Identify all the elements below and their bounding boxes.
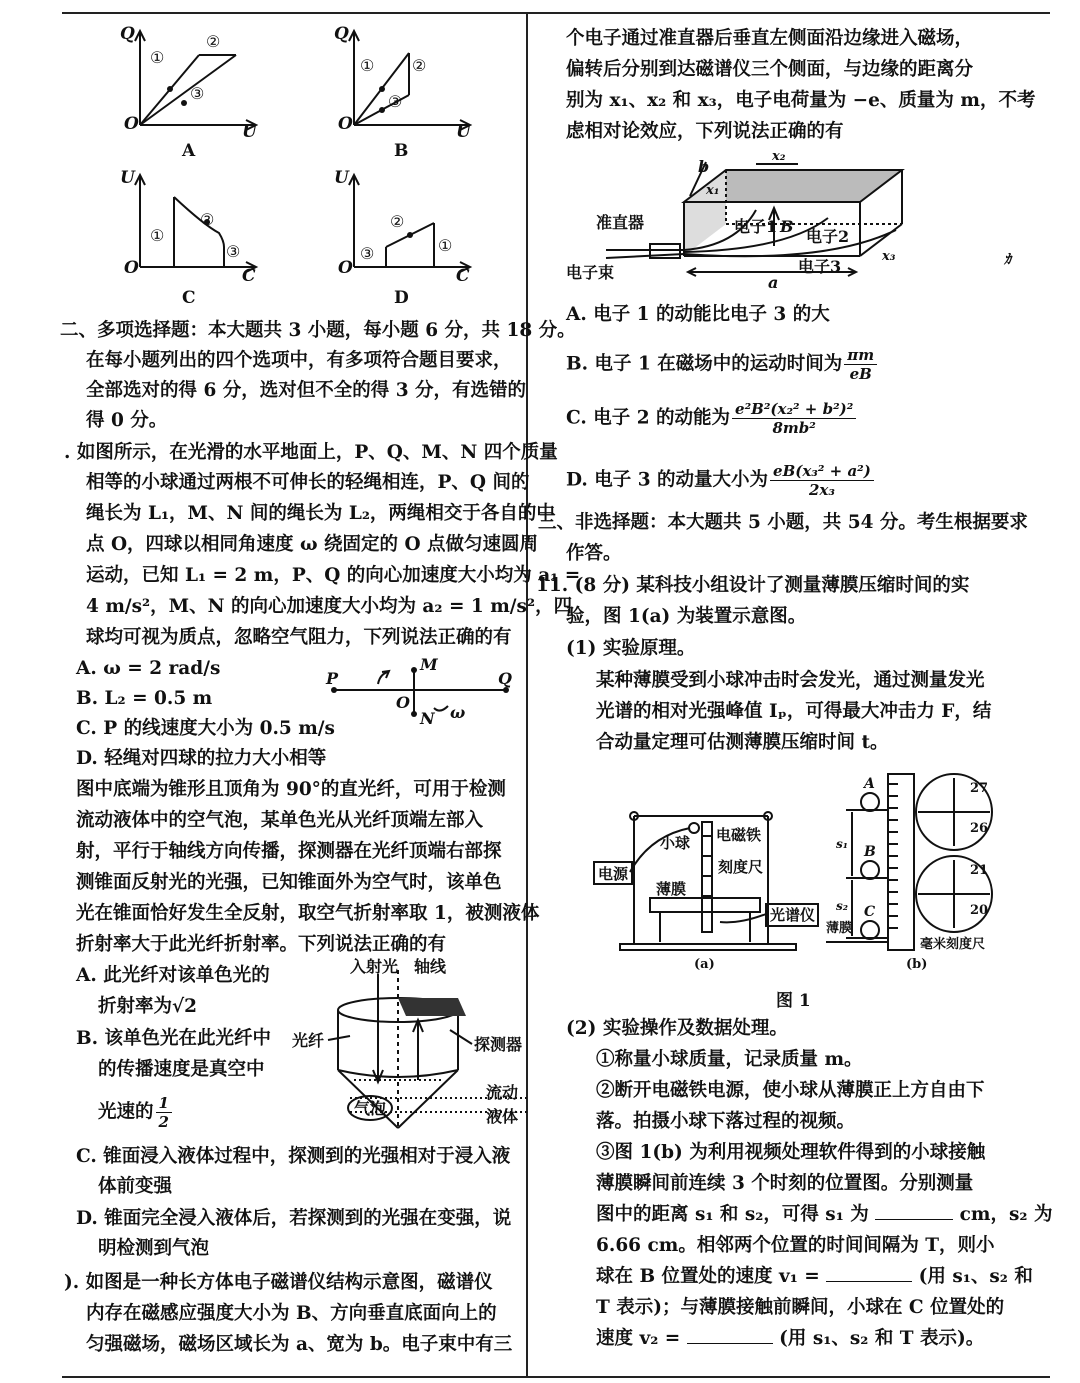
- q9-option-b-3-text: 光速的: [98, 1101, 154, 1123]
- graph-b: [349, 31, 470, 130]
- q11-fig-a-film: 薄膜: [656, 880, 687, 898]
- graph-b-curve-3: ③: [388, 92, 403, 111]
- q9-option-b-fraction: [156, 1094, 172, 1131]
- q8-line-2: 相等的小球通过两根不可伸长的轻绳相连，P、Q 间的: [86, 472, 530, 493]
- q11-fig-b-s1: s₁: [836, 837, 849, 851]
- q8-fig-omega: ω: [450, 703, 466, 722]
- q8-line-6: 4 m/s²，M、N 的向心加速度大小均为 a₂ = 1 m/s²，四: [86, 596, 573, 617]
- q11-fig-b-b: B: [864, 844, 876, 860]
- section2-line-3: 全部选对的得 6 分，选对但不全的得 3 分，有选错的: [86, 380, 527, 401]
- q11-part1-line-1: 某种薄膜受到小球冲击时会发光，通过测量发光: [596, 670, 985, 691]
- q10-fig-a-label: a: [768, 273, 779, 292]
- q10-right-line-2: 偏转后分别到达磁谱仪三个侧面，与边缘的距离分: [566, 59, 974, 80]
- q11-blank1-line: [596, 1200, 1052, 1230]
- graph-c-curve-1: ①: [150, 226, 165, 245]
- q11-blank2-input[interactable]: [826, 1263, 912, 1282]
- q9-option-a-1: A. 此光纤对该单色光的: [76, 965, 270, 986]
- graph-d-curve-2: ②: [390, 212, 405, 231]
- graph-c-origin: O: [124, 258, 139, 278]
- graph-a-curve-3: ③: [190, 84, 205, 103]
- q11-blank1-suffix: cm，s₂ 为: [959, 1204, 1053, 1225]
- q11-figure-caption: 图 1: [776, 991, 811, 1011]
- graph-c-caption: C: [182, 288, 196, 308]
- column-divider: [526, 12, 528, 1378]
- q8-fig-o: O: [396, 693, 410, 712]
- q10-right-line-3: 别为 x₁、x₂ 和 x₃，电子电荷量为 −e、质量为 m，不考: [566, 90, 1036, 111]
- q10-fig-x2-label: x₂: [772, 149, 786, 164]
- q11-fig-b-tick-27: 27: [970, 781, 989, 796]
- graph-d-caption: D: [394, 288, 409, 308]
- q11-part2-line-1: ①称量小球质量，记录质量 m。: [596, 1049, 863, 1070]
- q9-line-3: 射，平行于轴线方向传播，探测器在光纤顶端右部探: [76, 841, 502, 862]
- graph-d-origin: O: [338, 258, 353, 278]
- q9-option-c-1: C. 锥面浸入液体过程中，探测到的光强相对于浸入液: [76, 1146, 511, 1167]
- graph-b-origin: O: [338, 114, 353, 134]
- q11-line-b: 6.66 cm。相邻两个位置的时间间隔为 T，则小: [596, 1235, 995, 1256]
- graph-a: [135, 31, 256, 130]
- q9-option-d-1: D. 锥面完全浸入液体后，若探测到的光强在变强，说: [76, 1208, 512, 1229]
- q8-option-a: A. ω = 2 rad/s: [76, 658, 221, 679]
- q9-fig-incident-label: 入射光: [350, 957, 399, 976]
- q11-fig-a-magnet: 电磁铁: [716, 826, 762, 844]
- q10-option-a: A. 电子 1 的动能比电子 3 的大: [566, 304, 830, 325]
- q9-option-b-3: [98, 1094, 172, 1131]
- q11-fig-b-tick-26: 26: [970, 821, 989, 836]
- q11-blank3-line: [596, 1324, 984, 1354]
- q9-fig-liquid-label-2: 液体: [486, 1107, 519, 1126]
- graph-b-curve-1: ①: [360, 56, 375, 75]
- graph-a-curve-1: ①: [150, 48, 165, 67]
- q11-blank1-input[interactable]: [875, 1201, 953, 1220]
- q10-option-c-text: C. 电子 2 的动能为: [566, 407, 731, 429]
- q11-fig-b-tick-21: 21: [970, 863, 989, 878]
- q9-option-a-2: 折射率为√2: [98, 996, 198, 1017]
- graph-d-curve-3: ③: [360, 244, 375, 263]
- section2-line-2: 在每小题列出的四个选项中，有多项符合题目要求，: [86, 350, 512, 371]
- q10-fig-margin-mark: ｶ: [1004, 252, 1011, 268]
- section2-line-1: 二、多项选择题：本大题共 3 小题，每小题 6 分，共 18 分。: [60, 320, 576, 341]
- q10-option-b-text: B. 电子 1 在磁场中的运动时间为: [566, 353, 843, 375]
- q11-part2-line-4: ③图 1(b) 为利用视频处理软件得到的小球接触: [596, 1142, 986, 1163]
- q10-option-c-frac-num: e²B²(x₂² + b²)²: [732, 400, 856, 419]
- q10-fig-electron2-label: 电子2: [806, 227, 850, 246]
- q11-head-2: 验，图 1(a) 为装置示意图。: [566, 606, 807, 627]
- q9-fig-fiber-label: 光纤: [292, 1031, 325, 1050]
- q9-fiber-figure: [290, 957, 523, 1140]
- q8-line-1: . 如图所示，在光滑的水平地面上，P、Q、M、N 四个质量: [64, 442, 558, 463]
- q8-line-7: 球均可视为质点，忽略空气阻力，下列说法正确的有: [86, 627, 512, 648]
- q10-fig-electron1-label: 电子1: [734, 217, 778, 236]
- q9-option-c-2: 体前变强: [98, 1176, 173, 1197]
- q8-option-b: B. L₂ = 0.5 m: [76, 688, 213, 709]
- q10-left-line-2: 内存在磁感应强度大小为 B、方向垂直底面向上的: [86, 1303, 497, 1324]
- q9-option-b-frac-den: 2: [158, 1113, 169, 1131]
- top-rule: [62, 12, 1050, 14]
- q9-fig-detector-label: 探测器: [474, 1035, 523, 1054]
- q9-option-b-1: B. 该单色光在此光纤中: [76, 1028, 272, 1049]
- q10-option-d: [566, 462, 874, 499]
- graph-c-curve-2: ②: [200, 210, 215, 229]
- q9-option-b-frac-num: 1: [156, 1094, 172, 1113]
- q10-left-line-1: ). 如图是一种长方体电子磁谱仪结构示意图，磁谱仪: [64, 1272, 493, 1293]
- q11-blank2-prefix: 球在 B 位置处的速度 v₁ =: [596, 1266, 820, 1287]
- q11-part2-title: (2) 实验操作及数据处理。: [566, 1018, 788, 1039]
- q8-option-c: C. P 的线速度大小为 0.5 m/s: [76, 718, 335, 739]
- q11-head-1: 11. (8 分) 某科技小组设计了测量薄膜压缩时间的实: [536, 575, 970, 596]
- graph-a-y-label: Q: [120, 24, 135, 44]
- q9-fig-bubble-label: 气泡: [354, 1099, 387, 1118]
- q10-fig-b-field-label: B: [780, 217, 794, 236]
- q8-line-4: 点 O，四球以相同角速度 ω 绕固定的 O 点做匀速圆周: [86, 534, 539, 555]
- q11-part2-line-2: ②断开电磁铁电源，使小球从薄膜正上方自由下: [596, 1080, 985, 1101]
- q10-option-d-fraction: [770, 462, 874, 499]
- graph-a-x-label: U: [242, 122, 257, 142]
- q10-fig-beam-label: 电子束: [566, 263, 615, 282]
- q10-left-line-3: 匀强磁场，磁场区域长为 a、宽为 b。电子束中有三: [86, 1334, 513, 1355]
- q10-fig-collimator-label: 准直器: [596, 213, 645, 232]
- q11-fig-a-power: 电源: [598, 865, 629, 883]
- q10-option-b-frac-num: πm: [844, 346, 877, 365]
- q11-fig-b-tick-20: 20: [970, 903, 989, 918]
- q10-right-line-1: 个电子通过准直器后垂直左侧面沿边缘进入磁场，: [566, 28, 974, 49]
- graph-b-caption: B: [394, 141, 409, 161]
- q11-part1-title: (1) 实验原理。: [566, 638, 696, 659]
- q9-fig-axis-label: 轴线: [414, 957, 447, 976]
- graph-a-curve-2: ②: [206, 32, 221, 51]
- q8-fig-q: Q: [498, 669, 512, 688]
- graph-b-y-label: Q: [334, 24, 349, 44]
- q8-rope-figure: [322, 656, 522, 726]
- q11-blank3-input[interactable]: [687, 1325, 773, 1344]
- graph-a-caption: A: [182, 141, 196, 161]
- q11-fig-a-ruler: 刻度尺: [718, 858, 764, 876]
- bottom-rule: [62, 1376, 1050, 1378]
- q11-part2-line-5: 薄膜瞬间前连续 3 个时刻的位置图。分别测量: [596, 1173, 974, 1194]
- q10-option-c: [566, 400, 856, 437]
- q11-blank3-suffix: (用 s₁、s₂ 和 T 表示)。: [779, 1328, 985, 1349]
- q10-option-d-frac-num: eB(x₃² + a²): [770, 462, 874, 481]
- q10-option-c-frac-den: 8mb²: [772, 419, 816, 437]
- q9-line-4: 测锥面反射光的光强，已知锥面外为空气时，该单色: [76, 872, 502, 893]
- q10-option-b-fraction: [844, 346, 877, 383]
- q10-option-b: [566, 346, 877, 383]
- q11-blank3-prefix: 速度 v₂ =: [596, 1328, 681, 1349]
- q11-fig-b-s2: s₂: [836, 899, 849, 913]
- q10-option-d-text: D. 电子 3 的动量大小为: [566, 469, 769, 491]
- q11-blank2-line: [596, 1262, 1033, 1292]
- q11-fig-b-c: C: [864, 904, 876, 920]
- graph-b-curve-2: ②: [412, 56, 427, 75]
- q8-line-5: 运动，已知 L₁ = 2 m，P、Q 的向心加速度大小均为 a₁ =: [86, 565, 581, 586]
- q11-fig-a-spectrometer: 光谱仪: [770, 906, 816, 924]
- q9-line-6: 折射率大于此光纤折射率。下列说法正确的有: [76, 934, 447, 955]
- q11-fig-a-ball: 小球: [660, 834, 691, 852]
- q11-part2-line-3: 落。拍摄小球下落过程的视频。: [596, 1111, 856, 1132]
- graph-c-curve-3: ③: [226, 242, 241, 261]
- q10-spectrometer-figure: [566, 150, 1010, 290]
- q8-line-3: 绳长为 L₁，M、N 间的绳长为 L₂，两绳相交于各自的中: [86, 503, 555, 524]
- q11-fig-b-caption: (b): [906, 957, 928, 972]
- graph-d-y-label: U: [334, 168, 349, 188]
- q11-fig-b-film: 薄膜: [826, 921, 853, 936]
- q10-right-line-4: 虑相对论效应，下列说法正确的有: [566, 121, 844, 142]
- q10-fig-b-width-label: b: [698, 157, 710, 176]
- q11-fig-b-a: A: [864, 776, 875, 792]
- graph-options-figure: [64, 15, 519, 315]
- q10-option-b-frac-den: eB: [849, 365, 872, 383]
- graph-b-x-label: U: [456, 122, 471, 142]
- q9-option-b-2: 的传播速度是真空中: [98, 1059, 265, 1080]
- q11-blank2-suffix: (用 s₁、s₂ 和: [918, 1266, 1033, 1287]
- q11-fig-b-ruler: 毫米刻度尺: [920, 937, 986, 952]
- q11-line-c: T 表示)；与薄膜接触前瞬间，小球在 C 位置处的: [596, 1297, 1005, 1318]
- q10-fig-x1-label: x₁: [706, 183, 720, 198]
- q10-option-c-fraction: [732, 400, 856, 437]
- q11-figure-b: [826, 770, 996, 970]
- q8-option-d: D. 轻绳对四球的拉力大小相等: [76, 748, 327, 769]
- q11-part1-line-3: 合动量定理可估测薄膜压缩时间 t。: [596, 732, 889, 753]
- graph-c-x-label: C: [242, 266, 256, 286]
- graph-c-y-label: U: [120, 168, 135, 188]
- section3-line-1: 三、非选择题：本大题共 5 小题，共 54 分。考生根据要求: [538, 512, 1028, 533]
- q10-fig-electron3-label: 电子3: [798, 257, 842, 276]
- q11-fig-a-caption: (a): [694, 957, 715, 972]
- q10-fig-x3-label: x₃: [882, 249, 896, 264]
- q8-fig-m: M: [420, 655, 438, 674]
- q8-fig-n: N: [420, 709, 435, 728]
- q11-part1-line-2: 光谱的相对光强峰值 Iₚ，可得最大冲击力 F，结: [596, 701, 992, 722]
- q11-figure-a: [590, 776, 820, 976]
- q10-option-d-frac-den: 2x₃: [808, 481, 835, 499]
- q9-line-2: 流动液体中的空气泡，某单色光从光纤顶端左部入: [76, 810, 484, 831]
- q9-fig-liquid-label-1: 流动: [486, 1083, 519, 1102]
- q9-option-d-2: 明检测到气泡: [98, 1238, 210, 1259]
- section3-line-2: 作答。: [566, 543, 622, 564]
- graph-d-x-label: C: [456, 266, 470, 286]
- q9-line-5: 光在锥面恰好发生全反射，取空气折射率取 1，被测液体: [76, 903, 540, 924]
- section2-line-4: 得 0 分。: [86, 410, 168, 431]
- graph-a-origin: O: [124, 114, 139, 134]
- graph-d-curve-1: ①: [438, 236, 453, 255]
- q11-blank1-prefix: 图中的距离 s₁ 和 s₂，可得 s₁ 为: [596, 1204, 869, 1225]
- q8-fig-p: P: [326, 669, 339, 688]
- q9-line-1: 图中底端为锥形且顶角为 90°的直光纤，可用于检测: [76, 779, 506, 800]
